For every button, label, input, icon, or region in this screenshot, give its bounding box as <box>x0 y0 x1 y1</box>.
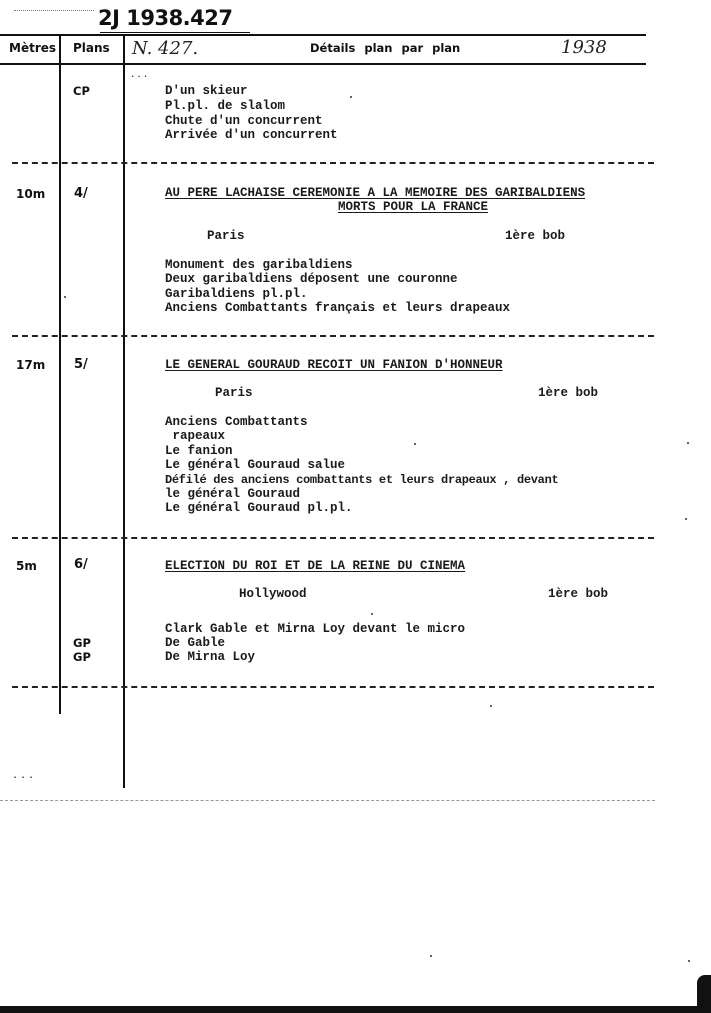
section-4-title: ELECTION DU ROI ET DE LA REINE DU CINEMA <box>165 559 466 573</box>
section-3-plan-number: 5/ <box>74 357 88 372</box>
column-divider-metres <box>59 34 61 714</box>
column-divider-plans <box>123 34 125 788</box>
scan-speck <box>688 960 690 962</box>
section-1-line-4: Arrivée d'un concurrent <box>165 128 338 142</box>
section-3-line-1: Anciens Combattants <box>165 415 308 429</box>
section-1-line-1: D'un skieur <box>165 84 248 98</box>
section-divider-2 <box>12 335 654 337</box>
section-3-line-6: le général Gouraud <box>165 487 301 501</box>
scan-speck <box>687 442 689 444</box>
header-year-handwritten: 1938 <box>561 37 607 58</box>
page-bottom-edge <box>0 1006 711 1013</box>
scan-speck <box>350 96 352 98</box>
section-2-metres: 10m <box>16 187 46 201</box>
section-2-plan-number: 4/ <box>74 186 88 201</box>
section-4-plan-number: 6/ <box>74 557 88 572</box>
section-1-mark: ... <box>130 70 150 80</box>
section-2-title-line-2: MORTS POUR LA FRANCE <box>338 200 489 214</box>
section-3-title: LE GENERAL GOURAUD RECOIT UN FANION D'HONNEUR <box>165 358 503 372</box>
scan-speck <box>685 518 687 520</box>
bottom-faint-rule <box>0 800 655 801</box>
section-2-line-3: Garibaldiens pl.pl. <box>165 287 308 301</box>
document-reference: 2J 1938.427 <box>98 6 233 30</box>
section-3-line-7: Le général Gouraud pl.pl. <box>165 501 353 515</box>
section-4-place: Hollywood <box>239 587 307 601</box>
page-right-edge-shadow <box>697 975 711 1013</box>
section-1-line-2: Pl.pl. de slalom <box>165 99 286 113</box>
header-details: Détails plan par plan <box>310 41 461 55</box>
section-2-place: Paris <box>207 229 245 243</box>
section-3-metres: 17m <box>16 358 46 372</box>
header-plans: Plans <box>73 41 110 55</box>
section-4-line-3: De Mirna Loy <box>165 650 256 664</box>
section-4-plan-2: GP <box>73 650 91 664</box>
section-2-line-1: Monument des garibaldiens <box>165 258 353 272</box>
header-top-rule <box>0 34 646 36</box>
top-dotted-rule <box>14 10 94 11</box>
section-4-line-2: De Gable <box>165 636 226 650</box>
section-2-reel: 1ère bob <box>505 229 566 243</box>
section-4-line-1: Clark Gable et Mirna Loy devant le micro <box>165 622 466 636</box>
header-ref-handwritten: N. 427. <box>132 38 199 59</box>
section-4-metres: 5m <box>16 559 37 573</box>
section-3-line-4: Le général Gouraud salue <box>165 458 346 472</box>
scan-speck <box>414 443 416 445</box>
header-metres: Mètres <box>9 41 57 55</box>
section-2-line-2: Deux garibaldiens déposent une couronne <box>165 272 458 286</box>
section-2-title-line-1: AU PERE LACHAISE CEREMONIE A LA MEMOIRE DES GARIBALDIENS <box>165 186 586 200</box>
section-4-plan-1: GP <box>73 636 91 650</box>
reference-underline <box>100 32 250 33</box>
section-divider-4 <box>12 686 654 688</box>
section-3-line-2: rapeaux <box>165 429 226 443</box>
header-bottom-rule <box>0 63 646 65</box>
scan-speck <box>64 296 66 298</box>
section-3-line-5: Défilé des anciens combattants et leurs drapeaux , devant <box>165 473 559 487</box>
section-2-line-4: Anciens Combattants français et leurs drapeaux <box>165 301 511 315</box>
section-3-place: Paris <box>215 386 253 400</box>
section-divider-3 <box>12 537 654 539</box>
scan-speck <box>430 955 432 957</box>
footer-mark: ... <box>12 770 37 781</box>
scan-speck <box>490 705 492 707</box>
section-1-line-3: Chute d'un concurrent <box>165 114 323 128</box>
section-1-plan: CP <box>73 84 90 98</box>
section-divider-1 <box>12 162 654 164</box>
section-3-line-3: Le fanion <box>165 444 233 458</box>
section-3-reel: 1ère bob <box>538 386 599 400</box>
scan-speck <box>371 613 373 615</box>
section-4-reel: 1ère bob <box>548 587 609 601</box>
